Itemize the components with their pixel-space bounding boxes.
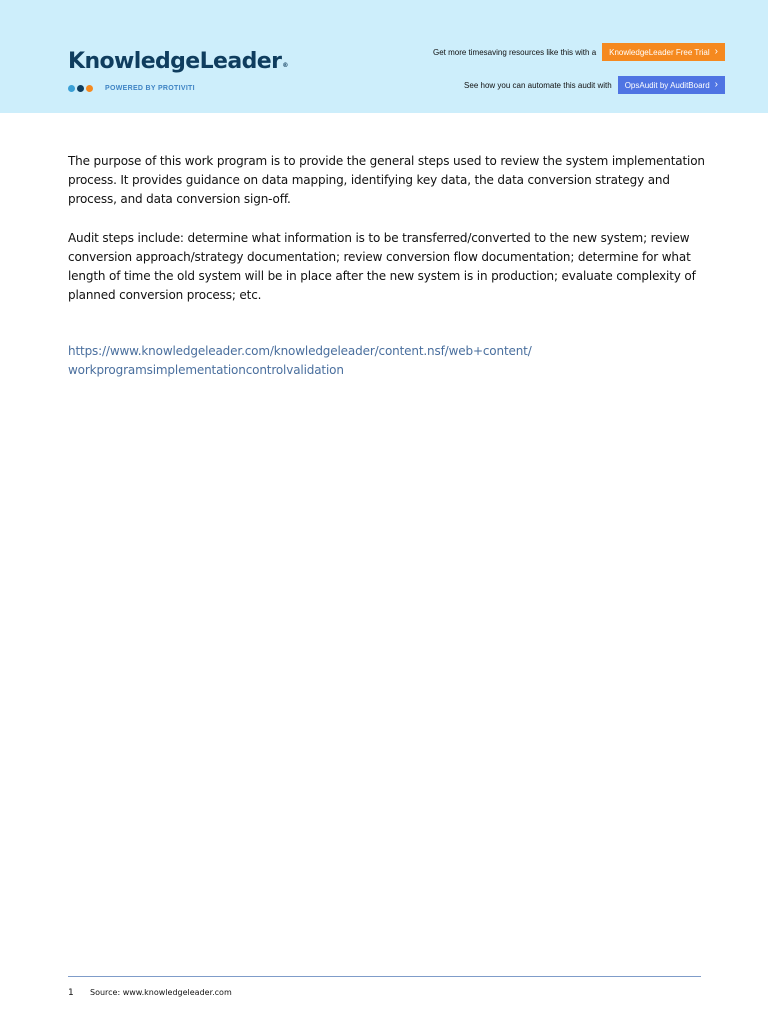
purpose-paragraph: The purpose of this work program is to provide the general steps used to review the system implementation process. It provides guidance on data mapping, identifying key data, the data conversion strategy and process, and data conversion sign-off.: [68, 154, 705, 206]
powered-by-text: POWERED BY PROTIVITI: [105, 84, 195, 92]
opsaudit-button-label: OpsAudit by AuditBoard: [624, 80, 710, 90]
footnote-number: 1: [68, 988, 74, 998]
source-link-line-1: https://www.knowledgeleader.com/knowledgeleader/content.nsf/web+content/: [68, 344, 532, 358]
logo-dot-icon: [68, 85, 75, 92]
audit-steps-paragraph: Audit steps include: determine what information is to be transferred/converted to the new system; review conversion approach/strategy documentation; review conversion flow documentation; determine for what length of time the old system will be in place after the new system is in production; evaluate complexity of planned conversion process; etc.: [68, 231, 696, 302]
logo-dot-icon: [77, 85, 84, 92]
logo-registered-mark: ®: [282, 62, 288, 69]
chevron-right-icon: ›: [714, 46, 718, 57]
free-trial-button-label: KnowledgeLeader Free Trial: [609, 47, 710, 57]
logo-dot-icon: [86, 85, 93, 92]
logo-text: KnowledgeLeader: [68, 49, 282, 74]
free-trial-button[interactable]: [602, 43, 725, 61]
chevron-right-icon: ›: [714, 79, 718, 90]
footnote-divider: [68, 976, 701, 977]
knowledgeleader-logo[interactable]: [68, 48, 288, 76]
header-banner: [0, 0, 768, 113]
opsaudit-promo: [464, 76, 725, 94]
opsaudit-button[interactable]: [618, 76, 725, 94]
source-link-line-2: workprogramsimplementationcontrolvalidation: [68, 363, 344, 377]
footnote-text: Source: www.knowledgeleader.com: [90, 988, 232, 997]
free-trial-promo: [433, 43, 725, 61]
powered-by: [68, 82, 195, 94]
footnote: [68, 988, 232, 998]
source-link[interactable]: [68, 342, 708, 380]
opsaudit-promo-text: See how you can automate this audit with: [464, 80, 612, 90]
free-trial-promo-text: Get more timesaving resources like this with a: [432, 47, 597, 57]
